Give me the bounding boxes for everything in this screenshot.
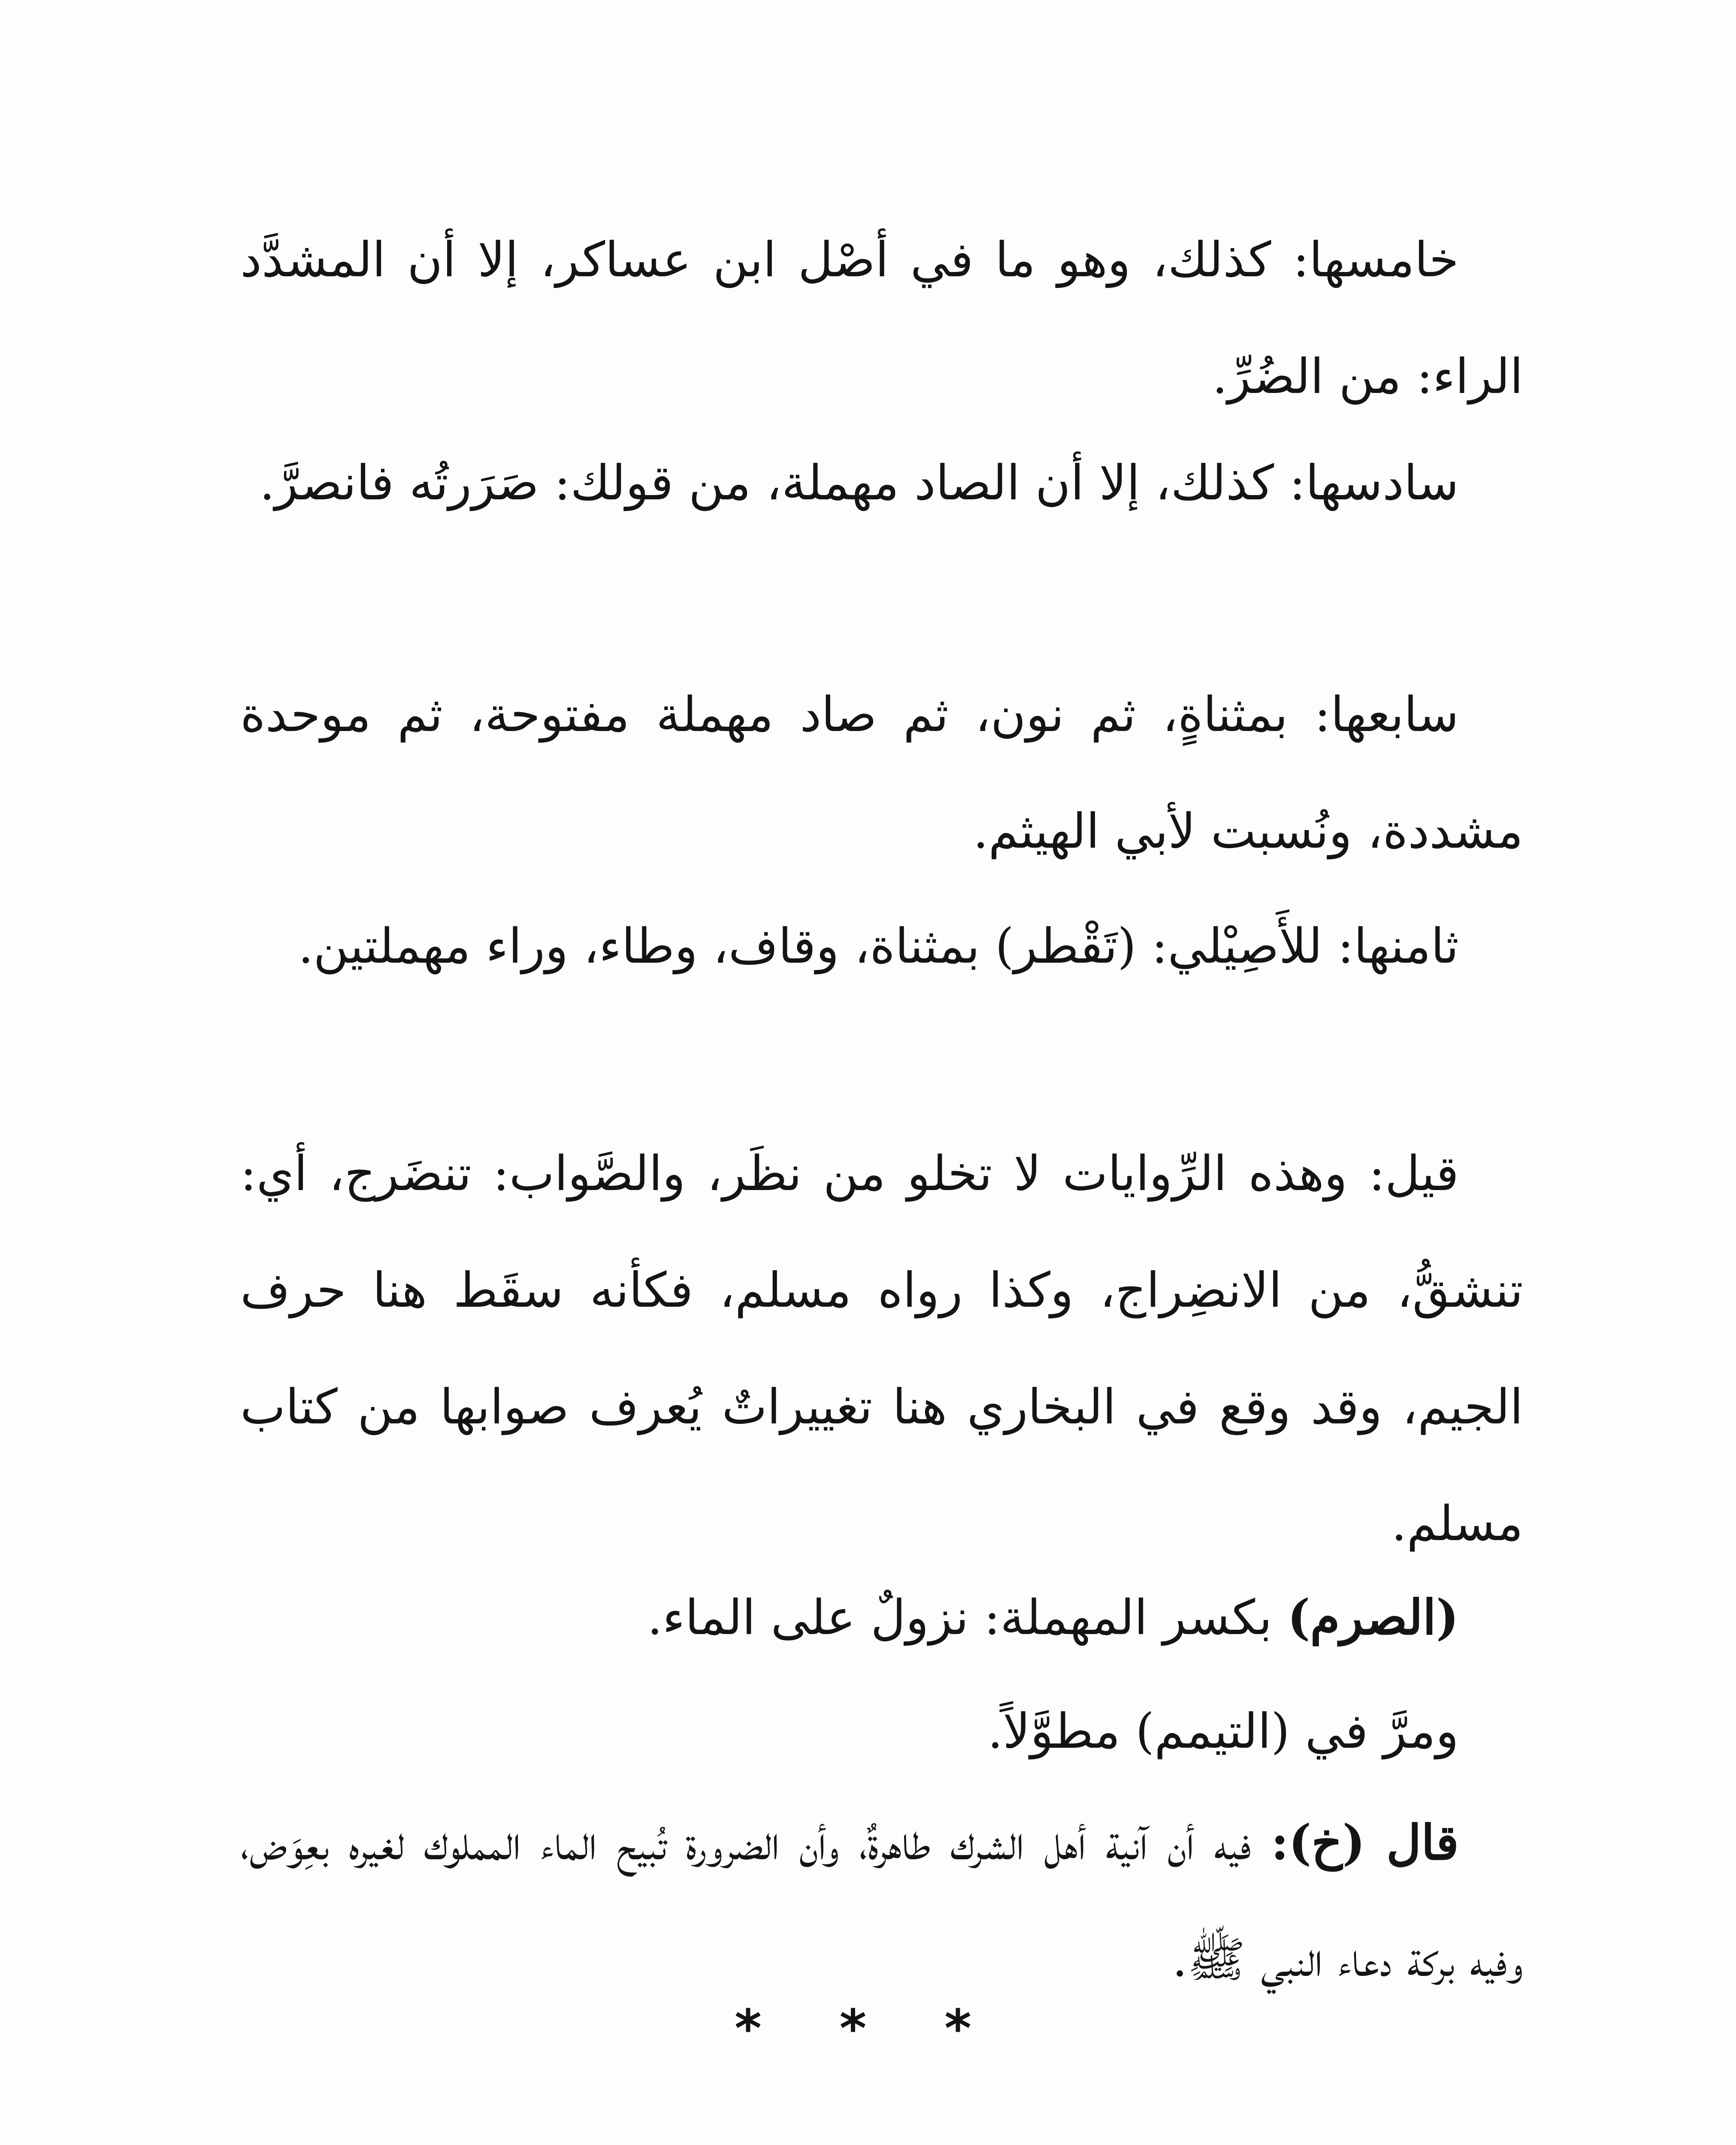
paragraph-eighth-variant [240, 888, 1523, 1005]
paragraph-sarm-definition [240, 1559, 1523, 1676]
paragraph-text: سابعها: بمثناةٍ، ثم نون، ثم صاد مهملة مفتوحة، ثم موحدة مشددة، ونُسبت لأبي الهيثم. [240, 687, 1523, 859]
paragraph-text: ثامنها: للأَصِيْلي: (تَقْطر) بمثناة، وقاف، وطاء، وراء مهملتين. [298, 918, 1459, 974]
paragraph-text: سادسها: كذلك، إلا أن الصاد مهملة، من قولك: صَرَرتُه فانصرَّ. [259, 455, 1459, 511]
paragraph-tayammum-reference [240, 1673, 1523, 1790]
paragraph-text: بكسر المهملة: نزولٌ على الماء. [647, 1590, 1288, 1646]
bold-term: (الصرم) [1287, 1589, 1459, 1646]
paragraph-khattabi-comment [240, 1785, 1523, 2018]
section-separator: * * * [735, 1999, 1001, 2059]
hadith-chain-line [240, 2139, 1523, 2145]
paragraph-seventh-variant [240, 656, 1523, 890]
paragraph-text: ومرَّ في (التيمم) مطوَّلاً. [987, 1704, 1459, 1759]
paragraph-text: خامسها: كذلك، وهو ما في أصْل ابن عساكر، إلا أن المشدَّد الراء: من الضُرِّ. [240, 232, 1523, 405]
paragraph-correct-reading [240, 1115, 1523, 1582]
paragraph-sixth-variant [240, 425, 1523, 541]
bold-term: قال (خ): [1271, 1815, 1459, 1871]
paragraph-text: قيل: وهذه الرِّوايات لا تخلو من نظَر، والصَّواب: تنضَرج، أي: تنشقُّ، من الانضِراج، وكذا رواه مسلم، فكأنه سقَط هنا حرف الجيم، وقد وقع في البخاري هنا تغييراتٌ يُعرف صوابها من كتاب مسلم. [240, 1146, 1523, 1552]
paragraph-text: فيه أن آنية أهل الشرك طاهرةٌ، وأن الضرورة تُبيح الماء المملوك لغيره بعِوَض، وفيه بركة دعاء النبي ﷺ. [240, 1815, 1523, 1988]
paragraph-fifth-variant [240, 202, 1523, 435]
